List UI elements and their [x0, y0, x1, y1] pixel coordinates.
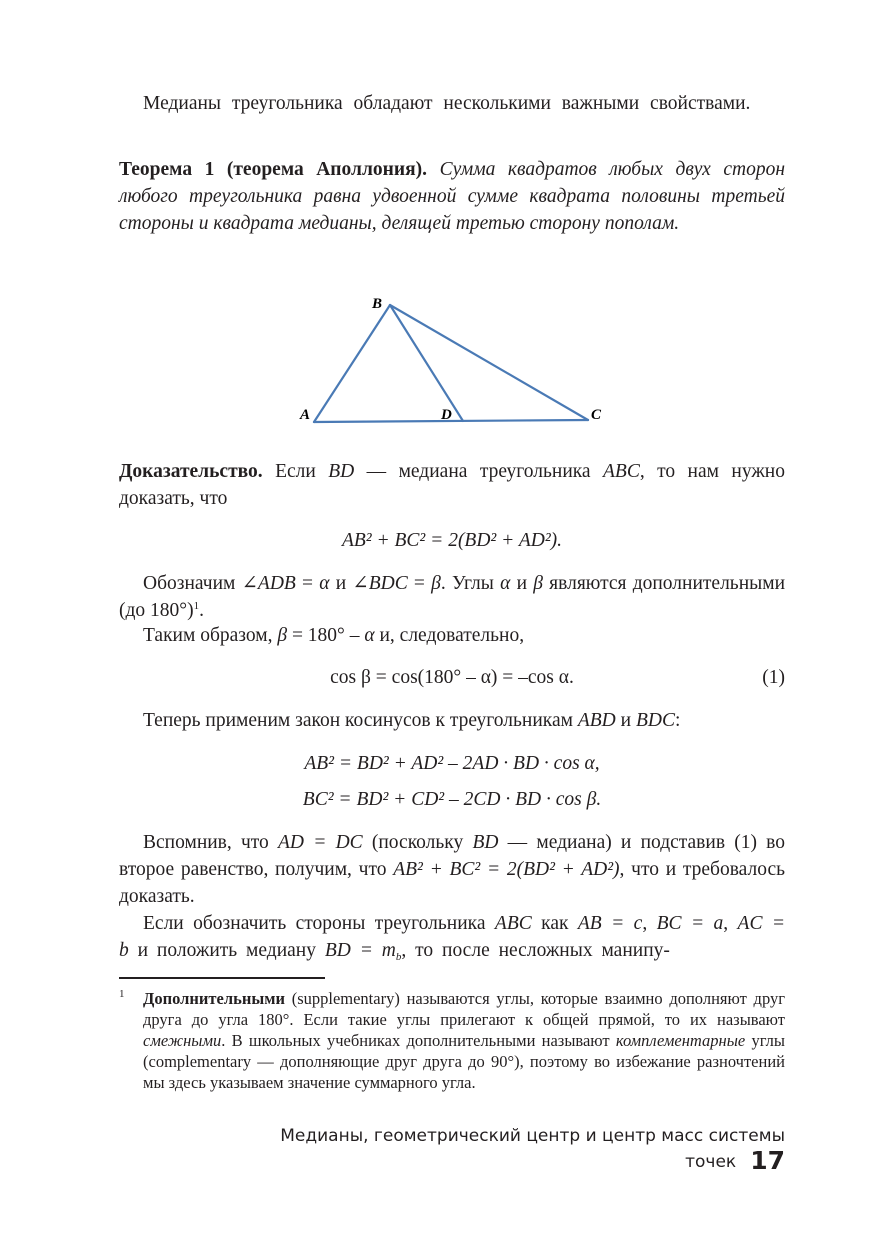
text: как: [531, 913, 578, 934]
vertex-label-a: A: [300, 407, 311, 423]
proof-paragraph-2: [119, 570, 785, 624]
text: и положить медиану: [128, 940, 325, 961]
math-bd-m: BD = m: [324, 940, 396, 961]
math-bdc: BDC: [368, 573, 408, 594]
text: Обозначим ∠: [143, 573, 258, 594]
math-alpha: α: [364, 625, 375, 646]
text: Таким образом,: [143, 625, 278, 646]
median-bd: [390, 305, 463, 421]
math-adb: ADB: [257, 573, 296, 594]
equation-text: AB² = BD² + AD² – 2AD · BD · cos α,: [304, 753, 600, 774]
text: :: [674, 710, 681, 731]
triangle-diagram: [290, 285, 610, 435]
text: и: [510, 573, 534, 594]
vertex-label-d: D: [441, 407, 452, 423]
text: и, следовательно,: [374, 625, 525, 646]
math-subscript-b: b: [395, 951, 402, 963]
footnote-term-complementary: комплементарные: [615, 1031, 746, 1050]
proof-paragraph-5: [119, 829, 785, 910]
vertex-label-b: B: [372, 296, 383, 312]
theorem-block: [119, 156, 785, 237]
text: =: [407, 573, 432, 594]
equation-number: (1): [762, 667, 785, 688]
footnote-reference[interactable]: 1: [193, 600, 200, 612]
text: Если обозначить стороны треугольника: [143, 913, 495, 934]
math-beta: β: [533, 573, 543, 594]
text: — медиана треугольника: [354, 461, 603, 482]
side-ab: [314, 305, 390, 422]
footnote-term-adjacent: смежными: [143, 1031, 222, 1050]
text: , что и требовалось доказать.: [119, 859, 785, 907]
intro-text: Медианы треугольника обладают несколькими важными свойствами.: [143, 93, 751, 114]
text: . Углы: [440, 573, 501, 594]
proof-label: Доказательство.: [119, 461, 263, 482]
math-bd: BD: [328, 461, 355, 482]
text: ,: [723, 913, 738, 934]
equation-main: [119, 527, 785, 554]
math-bc-a: BC = a: [656, 913, 724, 934]
math-beta: β: [277, 625, 288, 646]
footnote: [143, 988, 785, 1093]
equation-law-cosines-1: [119, 750, 785, 777]
equation-1: [119, 664, 785, 691]
footnote-separator: [119, 977, 325, 979]
text: =: [295, 573, 320, 594]
proof-paragraph-3: [119, 622, 785, 649]
page-footer: [200, 1126, 785, 1175]
page-number: 17: [750, 1146, 785, 1175]
equation-law-cosines-2: [119, 786, 785, 813]
text: ,: [642, 913, 657, 934]
math-abc: ABC: [494, 913, 532, 934]
math-abc: ABC: [603, 461, 640, 482]
math-ad-dc: AD = DC: [278, 832, 363, 853]
intro-paragraph: [119, 90, 785, 117]
theorem-statement: Сумма квадратов любых двух сторон любого треугольника равна удвоенной сумме квадрата половины третьей стороны и квадрата медианы, делящей третью сторону пополам.: [119, 159, 786, 234]
proof-paragraph-1: [119, 458, 785, 512]
text: . В школьных учебниках дополнительными называют: [221, 1031, 616, 1050]
side-bc: [390, 305, 588, 420]
text: , то нам нужно доказать, что: [119, 461, 785, 509]
text: .: [199, 600, 204, 621]
equation-main-text: AB² + BC² = 2(BD² + AD²).: [341, 530, 563, 551]
math-ac-b: AC = b: [119, 913, 786, 961]
equation-1-text: cos β = cos(180° – α) = –cos α.: [330, 667, 574, 688]
proof-paragraph-6: [119, 910, 785, 964]
text: являются дополнительными (до 180°): [119, 573, 786, 621]
text: (поскольку: [362, 832, 473, 853]
text: , то после несложных манипу-: [401, 940, 670, 961]
text: Теперь применим закон косинусов к треугольникам: [143, 710, 578, 731]
text: Если: [262, 461, 329, 482]
theorem-title: Теорема 1 (теорема Аполлония).: [119, 159, 428, 180]
equation-text: BC² = BD² + CD² – 2CD · BD · cos β.: [302, 789, 602, 810]
math-bdc: BDC: [635, 710, 675, 731]
footnote-mark: 1: [119, 988, 125, 1000]
text: Вспомнив, что: [143, 832, 279, 853]
math-alpha: α: [319, 573, 330, 594]
math-formula: AB² + BC² = 2(BD² + AD²): [393, 859, 620, 880]
text: и ∠: [329, 573, 369, 594]
math-abd: ABD: [577, 710, 616, 731]
text: (supplementary) называются углы, которые взаимно дополняют друг друга до угла 180°. Если такие углы прилегают к общей прямой, то их называют: [143, 989, 785, 1029]
text: — медиана) и подставив (1) во второе равенство, получим, что: [119, 832, 786, 880]
text: = 180° –: [287, 625, 365, 646]
math-beta: β: [431, 573, 441, 594]
text: и: [615, 710, 636, 731]
running-title: Медианы, геометрический центр и центр масс системы точек: [280, 1126, 785, 1172]
proof-paragraph-4: [119, 707, 785, 734]
text: углы (complementary — дополняющие друг друга до 90°), поэтому во избежание разночтений мы здесь указываем значение суммарного угла.: [143, 1031, 785, 1092]
vertex-label-c: C: [591, 407, 602, 423]
footnote-term: Дополнительными: [143, 989, 285, 1008]
math-bd: BD: [472, 832, 499, 853]
math-ab-c: AB = c: [577, 913, 643, 934]
math-alpha: α: [500, 573, 511, 594]
